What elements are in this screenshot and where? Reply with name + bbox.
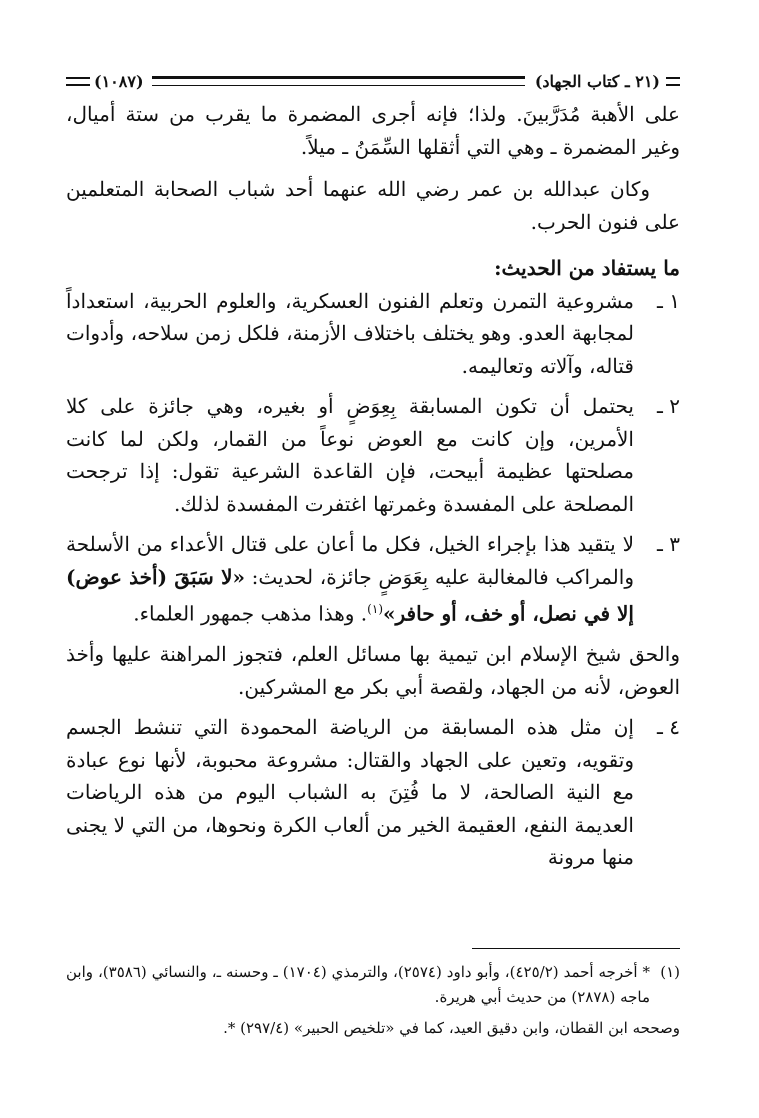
footnote-number: (١) (660, 963, 680, 981)
hadith-quote: «لا سَبَقَ (أخذ عوض) إلا في نصل، أو خف، أو حافر» (66, 564, 634, 626)
section-heading: ما يستفاد من الحديث: (494, 256, 680, 280)
footnote-ref: (١) (367, 602, 383, 616)
chapter-title: (٢١ ـ كتاب الجهاد) (534, 71, 660, 91)
list-item-1 (66, 285, 680, 383)
header-marker-left (66, 77, 90, 86)
item-text: مشروعية التمرن وتعلم الفنون العسكرية، والعلوم الحربية، استعداداً لمجابهة العدو. وهو يختلف باختلاف الأزمنة، فلكل زمن سلاحه، وأدوات قتاله، وآلاته وتعاليمه. (66, 288, 634, 378)
page-body (66, 98, 680, 874)
header-marker-right (666, 77, 680, 86)
paragraph-2: وكان عبدالله بن عمر رضي الله عنهما أحد شباب الصحابة المتعلمين على فنون الحرب. (66, 177, 680, 234)
item-text: يحتمل أن تكون المسابقة بِعِوَضٍ أو بغيره، وهي جائزة على كلا الأمرين، وإن كانت مع العوض نوعاً من القمار، ولكن لما كانت مصلحتها عظيمة أبيحت، فإن القاعدة الشرعية تقول: إذا ترجحت المصلحة على المفسدة وغمرتها اغتفرت المفسدة لذلك. (66, 394, 634, 516)
item-number: ٤ ـ (657, 715, 680, 740)
page-number: (١٠٨٧) (94, 71, 144, 91)
item-text-after: . وهذا مذهب جمهور العلماء. (133, 601, 368, 626)
item-text-before: لا يتقيد هذا بإجراء الخيل، فكل ما أعان على قتال الأعداء من الأسلحة والمراكب فالمغالبة عليه بِعَوَضٍ جائزة، لحديث: (66, 532, 634, 589)
footnote-continuation: وصححه ابن القطان، وابن دقيق العيد، كما في «تلخيص الحبير» (٢٩٧/٤) *. (223, 1019, 680, 1037)
list-item-3 (66, 528, 680, 630)
list-item-4 (66, 711, 680, 874)
item-text: إن مثل هذه المسابقة من الرياضة المحمودة التي تنشط الجسم وتقويه، وتعين على الجهاد والقتال: مشروعة محبوبة، لأنها نوع عبادة مع النية الصالحة، لا ما فُتِنَ به الشباب اليوم من هذه الرياضات العديمة النفع، العقيمة الخير من ألعاب الكرة ونحوها، من التي لا يجنى منها مرونة (66, 715, 634, 870)
list-item-2 (66, 390, 680, 520)
page-header (66, 68, 680, 94)
paragraph-1: على الأهبة مُدَرَّبينَ. ولذا؛ فإنه أجرى المضمرة ما يقرب من ستة أميال، وغير المضمرة ـ وهي التي أثقلها السِّمَنُ ـ ميلاً. (66, 102, 680, 159)
item-number: ٢ ـ (657, 394, 680, 418)
book-page (66, 68, 680, 1108)
item-number: ٣ ـ (657, 532, 680, 556)
footnote-1 (66, 960, 680, 1010)
item-text (66, 528, 634, 630)
footnote-divider (472, 948, 680, 949)
footnote-text: * أخرجه أحمد (٤٢٥/٢)، وأبو داود (٢٥٧٤)، والترمذي (١٧٠٤) ـ وحسنه ـ، والنسائي (٣٥٨٦)، وابن ماجه (٢٨٧٨) من حديث أبي هريرة. (66, 963, 650, 1006)
header-rule (152, 76, 525, 86)
footnotes (66, 960, 680, 1041)
item-number: ١ ـ (657, 288, 680, 313)
note-paragraph: والحق شيخ الإسلام ابن تيمية بها مسائل العلم، فتجوز المراهنة عليها وأخذ العوض، لأنه من الجهاد، ولقصة أبي بكر مع المشركين. (66, 642, 680, 699)
